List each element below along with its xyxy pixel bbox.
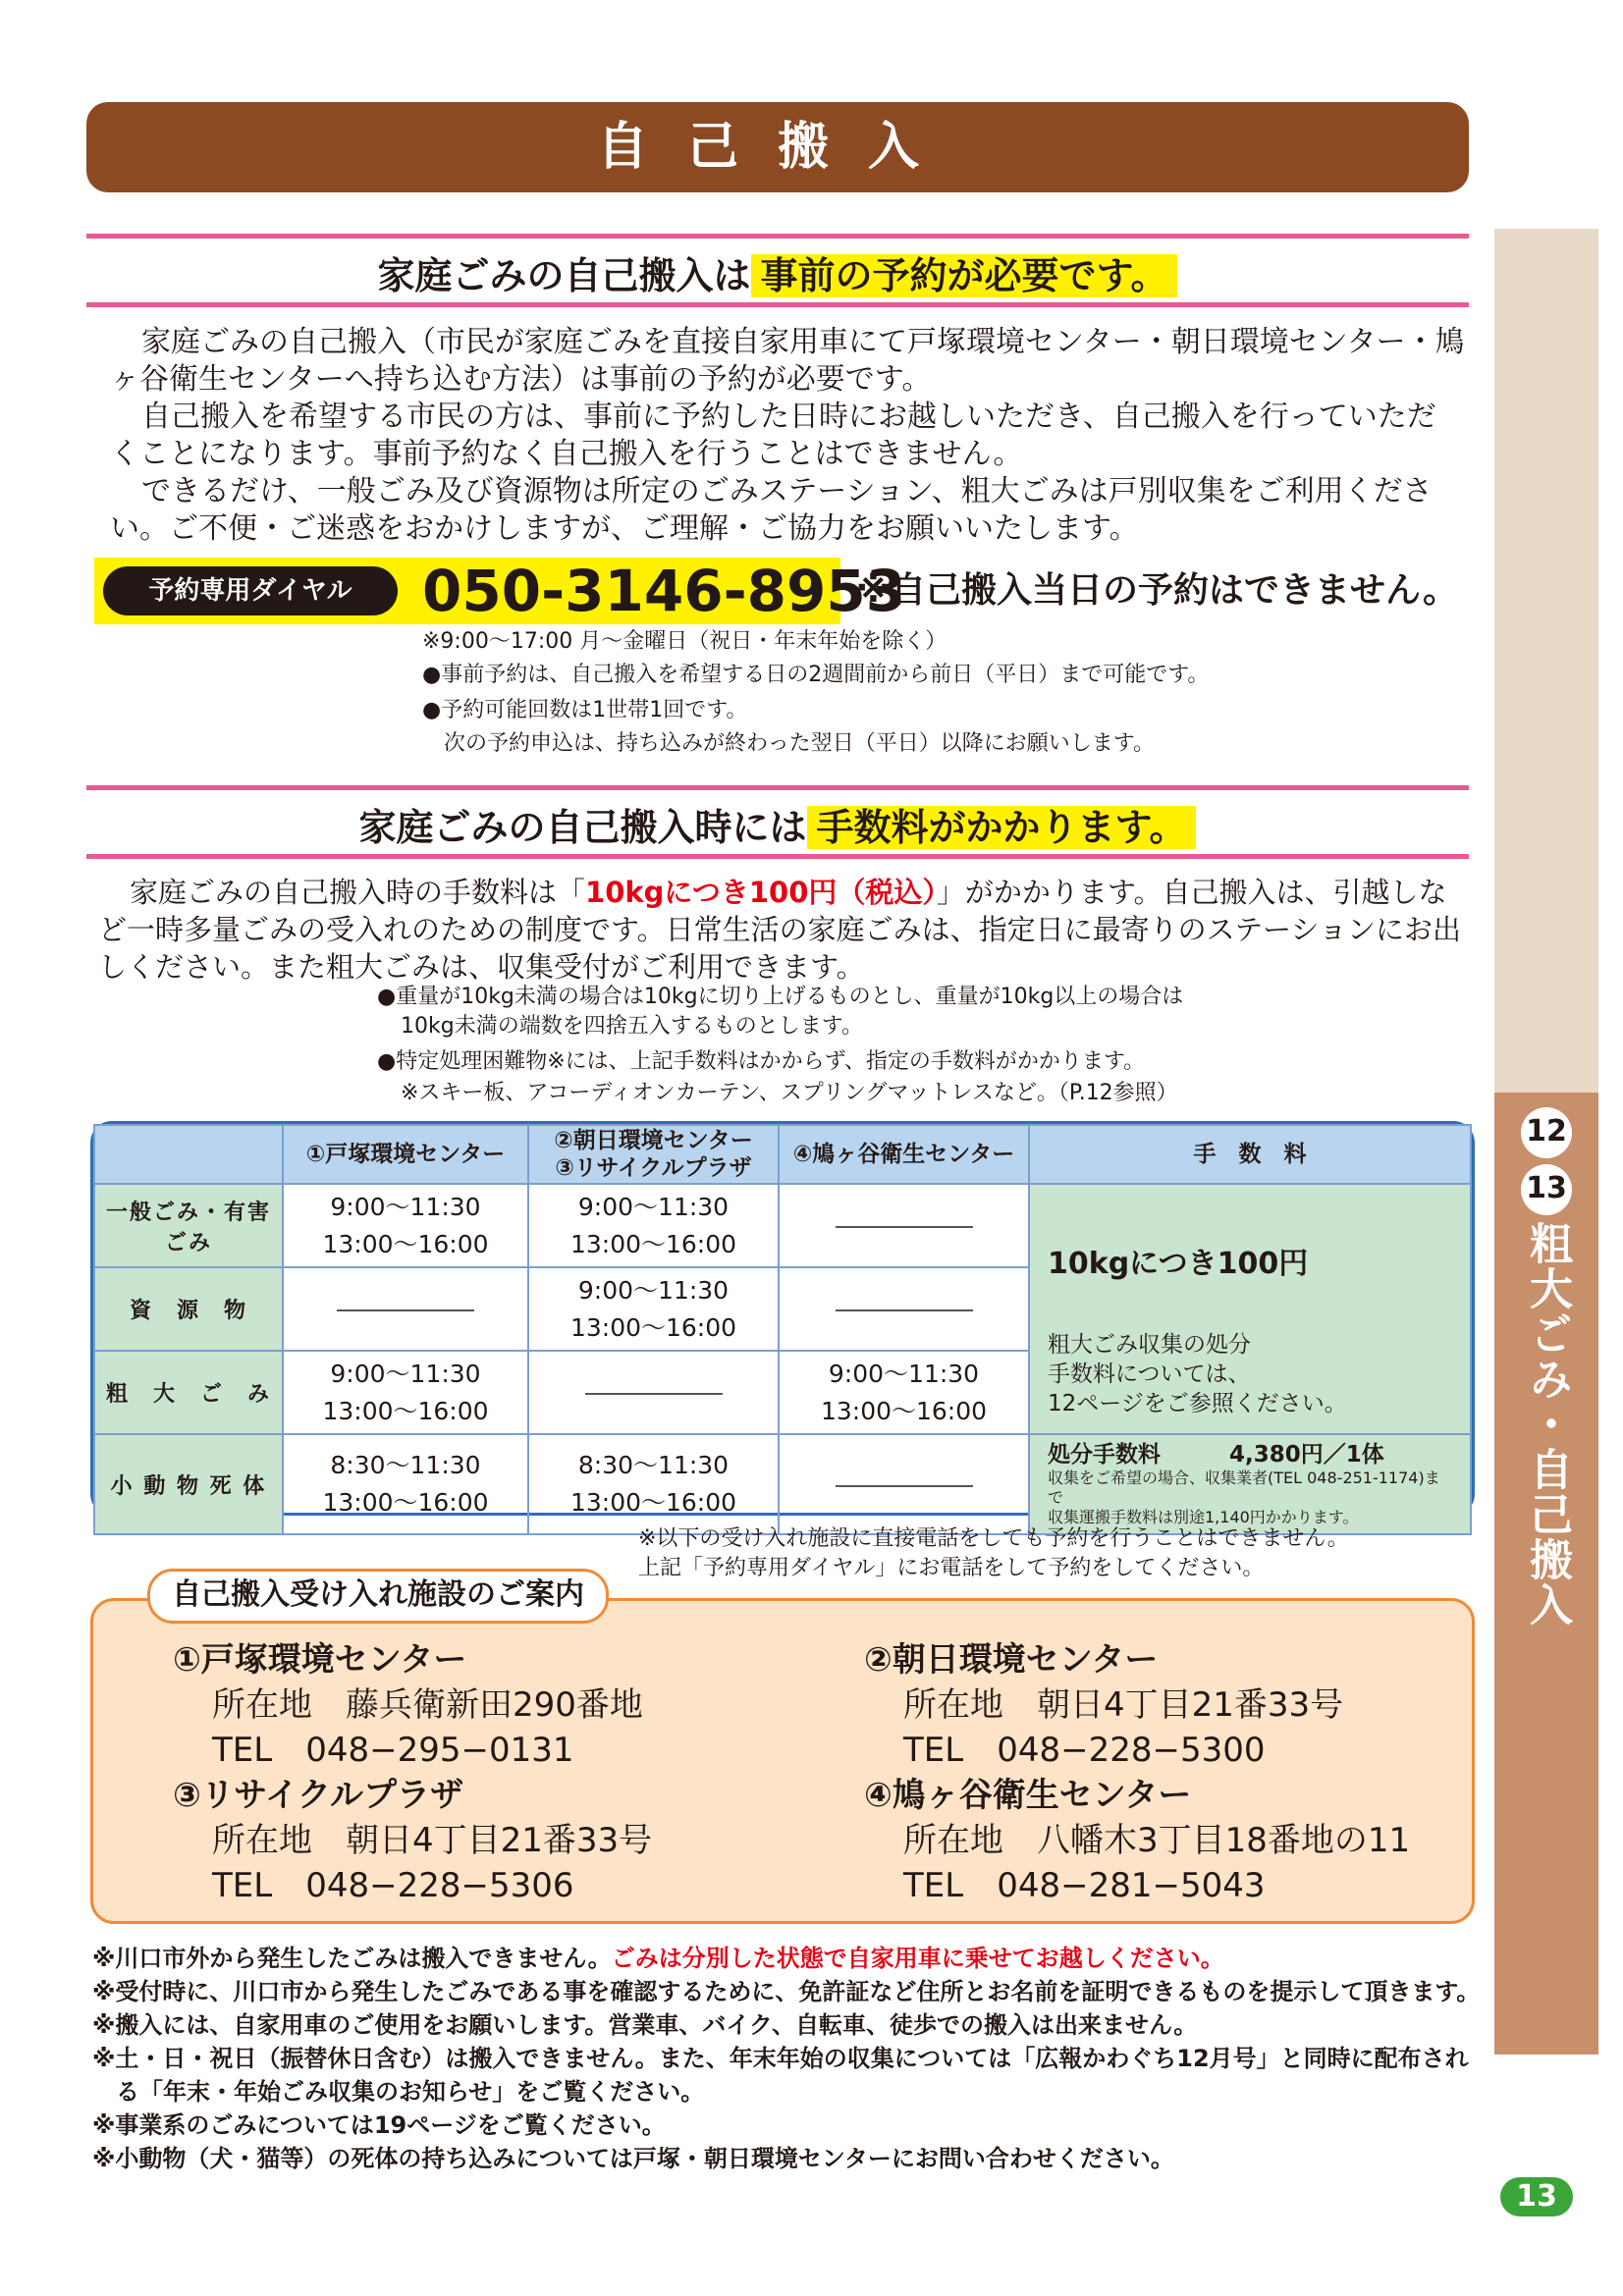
fee-animal-row bbox=[1048, 1441, 1452, 1468]
section1-paragraph-3: できるだけ、一般ごみ及び資源物は所定のごみステーション、粗大ごみは戸別収集をご利用ください。ご不便・ご迷惑をおかけしますが、ご理解・ご協力をお願いいたします。 bbox=[110, 474, 1433, 546]
fee-animal-value: 4,380円／1体 bbox=[1229, 1442, 1384, 1468]
facility-totsuka bbox=[173, 1637, 643, 1773]
time-am: 9:00〜11:30 bbox=[330, 1359, 481, 1388]
cell-general-totsuka bbox=[283, 1184, 528, 1267]
facility-name: ①戸塚環境センター bbox=[173, 1640, 467, 1680]
cell-animal-asahi bbox=[528, 1434, 779, 1534]
not-available-dash bbox=[836, 1226, 973, 1228]
fee-animal-note2: 収集運搬手数料は別途1,140円かかります。 bbox=[1048, 1508, 1359, 1526]
table-header-asahi bbox=[528, 1125, 779, 1184]
section1-note-next: 次の予約申込は、持ち込みが終わった翌日（平日）以降にお願いします。 bbox=[444, 731, 1156, 756]
section1-paragraph-2: 自己搬入を希望する市民の方は、事前に予約した日時にお越しいただき、自己搬入を行っていただくことになります。事前予約なく自己搬入を行うことはできません。 bbox=[110, 400, 1436, 471]
facility-name: ④鳩ヶ谷衛生センター bbox=[864, 1776, 1192, 1815]
not-available-dash bbox=[337, 1309, 474, 1311]
section1-heading bbox=[86, 245, 1469, 299]
footer-note-4: ※土・日・祝日（振替休日含む）は搬入できません。また、年末年始の収集については「広報かわぐち12月号」と同時に配布される「年末・年始ごみ収集のお知らせ」をご覧ください。 bbox=[92, 2045, 1469, 2106]
table-row bbox=[94, 1184, 1471, 1267]
facility-address: 所在地 朝日4丁目21番33号 bbox=[212, 1821, 653, 1860]
side-label: 粗大ごみ・自己搬入 bbox=[1522, 1221, 1572, 1628]
time-am: 8:30〜11:30 bbox=[330, 1451, 481, 1479]
row-label-animal: 小 動 物 死 体 bbox=[94, 1434, 283, 1534]
table-header-fee: 手 数 料 bbox=[1029, 1125, 1471, 1184]
facility-tel: TEL 048−228−5306 bbox=[212, 1866, 574, 1905]
side-tab-top bbox=[1494, 229, 1598, 1093]
fee-sodai-line2: 手数料については、 bbox=[1048, 1362, 1251, 1387]
section2-rule-top bbox=[86, 785, 1469, 790]
section2-heading-highlight: 手数料がかかります。 bbox=[807, 806, 1197, 849]
facility-name: ②朝日環境センター bbox=[864, 1640, 1159, 1680]
time-am: 9:00〜11:30 bbox=[577, 1275, 730, 1305]
dial-label: 予約専用ダイヤル bbox=[103, 566, 398, 615]
time-am: 9:00〜11:30 bbox=[330, 1192, 481, 1221]
facility-hatogaya bbox=[864, 1773, 1410, 1908]
section1-heading-prefix: 家庭ごみの自己搬入は bbox=[377, 254, 751, 297]
facility-pre-note-1: ※以下の受け入れ施設に直接電話をしても予約を行うことはできません。 bbox=[638, 1526, 1349, 1551]
section2-note-special: ●特定処理困難物※には、上記手数料はかからず、指定の手数料がかかります。 bbox=[377, 1049, 1146, 1074]
not-available-dash bbox=[585, 1393, 723, 1395]
section1-note-hours: ※9:00〜17:00 月〜金曜日（祝日・年末年始を除く） bbox=[422, 629, 947, 654]
cell-sodai-hatogaya bbox=[779, 1351, 1029, 1434]
footer-note-2: ※受付時に、川口市から発生したごみである事を確認するために、免許証など住所とお名前を証明できるものを提示して頂きます。 bbox=[92, 1978, 1481, 2005]
side-circle-13: 13 bbox=[1521, 1164, 1572, 1215]
footer-note-5: ※事業系のごみについては19ページをご覧ください。 bbox=[92, 2111, 666, 2139]
cell-sodai-totsuka bbox=[283, 1351, 528, 1434]
table-header-asahi-line2: ③リサイクルプラザ bbox=[555, 1155, 752, 1181]
facility-recycle-plaza bbox=[173, 1773, 652, 1908]
row-label-resources: 資 源 物 bbox=[94, 1267, 283, 1351]
time-am: 9:00〜11:30 bbox=[828, 1359, 980, 1388]
footer-note-1-text: ※川口市外から発生したごみは搬入できません。 bbox=[92, 1945, 612, 1972]
cell-sodai-asahi bbox=[528, 1351, 779, 1434]
section2-heading bbox=[86, 797, 1469, 851]
time-pm: 13:00〜16:00 bbox=[322, 1396, 489, 1425]
section2-para-fee: 10kgにつき100円（税込） bbox=[585, 876, 937, 909]
facility-tel: TEL 048−295−0131 bbox=[212, 1731, 574, 1770]
dial-number: 050-3146-8953 bbox=[422, 558, 906, 624]
time-pm: 13:00〜16:00 bbox=[569, 1312, 737, 1342]
fee-schedule-table bbox=[90, 1121, 1475, 1526]
section2-para-before: 家庭ごみの自己搬入時の手数料は「 bbox=[130, 876, 586, 909]
cell-resources-asahi bbox=[528, 1267, 779, 1351]
footer-note-1 bbox=[92, 1942, 1487, 1975]
fee-main: 10kgにつき100円 bbox=[1048, 1247, 1309, 1281]
row-label-general: 一般ごみ・有害ごみ bbox=[94, 1184, 283, 1267]
time-pm: 13:00〜16:00 bbox=[569, 1488, 737, 1517]
fee-animal-label: 処分手数料 bbox=[1048, 1442, 1161, 1468]
section2-note-rounding: 10kg未満の端数を四捨五入するものとします。 bbox=[401, 1014, 863, 1039]
fee-sodai-line1: 粗大ごみ収集の処分 bbox=[1048, 1332, 1251, 1358]
section1-paragraph-1: 家庭ごみの自己搬入（市民が家庭ごみを直接自家用車にて戸塚環境センター・朝日環境センター・鳩ヶ谷衛生センターへ持ち込む方法）は事前の予約が必要です。 bbox=[110, 325, 1465, 397]
section1-heading-highlight: 事前の予約が必要です。 bbox=[751, 254, 1178, 297]
section1-rule-bottom bbox=[86, 302, 1469, 307]
row-label-sodai: 粗 大 ご み bbox=[94, 1351, 283, 1434]
section2-rule-bottom bbox=[86, 854, 1469, 859]
footer-notes bbox=[92, 1942, 1487, 2175]
cell-general-asahi bbox=[528, 1184, 779, 1267]
facility-label: 自己搬入受け入れ施設のご案内 bbox=[147, 1569, 609, 1624]
cell-general-hatogaya bbox=[779, 1184, 1029, 1267]
cell-resources-hatogaya bbox=[779, 1267, 1029, 1351]
table-header-blank bbox=[94, 1125, 283, 1184]
facility-tel: TEL 048−228−5300 bbox=[903, 1731, 1266, 1770]
cell-fee-animal bbox=[1029, 1434, 1471, 1534]
page-title: 自己搬入 bbox=[86, 102, 1469, 192]
cell-resources-totsuka bbox=[283, 1267, 528, 1351]
time-pm: 13:00〜16:00 bbox=[322, 1229, 489, 1258]
facility-address: 所在地 八幡木3丁目18番地の11 bbox=[903, 1821, 1411, 1860]
page-number: 13 bbox=[1500, 2177, 1573, 2216]
section2-paragraph bbox=[98, 874, 1468, 986]
time-pm: 13:00〜16:00 bbox=[569, 1229, 737, 1258]
table-header-asahi-line1: ②朝日環境センター bbox=[554, 1128, 753, 1153]
time-am: 9:00〜11:30 bbox=[577, 1192, 730, 1221]
facility-asahi bbox=[864, 1637, 1343, 1773]
facility-address: 所在地 藤兵衛新田290番地 bbox=[212, 1685, 643, 1725]
time-pm: 13:00〜16:00 bbox=[322, 1488, 489, 1517]
side-circle-12: 12 bbox=[1521, 1107, 1572, 1158]
footer-note-6: ※小動物（犬・猫等）の死体の持ち込みについては戸塚・朝日環境センターにお問い合わせください。 bbox=[92, 2145, 1174, 2172]
section2-note-examples: ※スキー板、アコーディオンカーテン、スプリングマットレスなど。（P.12参照） bbox=[401, 1081, 1178, 1105]
footer-note-1-red: ごみは分別した状態で自家用車に乗せてお越しください。 bbox=[611, 1945, 1224, 1972]
table-row bbox=[94, 1434, 1471, 1534]
cell-fee-main bbox=[1029, 1184, 1471, 1434]
time-pm: 13:00〜16:00 bbox=[820, 1396, 988, 1425]
cell-animal-hatogaya bbox=[779, 1434, 1029, 1534]
section1-note-period: ●事前予約は、自己搬入を希望する日の2週間前から前日（平日）まで可能です。 bbox=[422, 663, 1210, 687]
table-header-hatogaya: ④鳩ヶ谷衛生センター bbox=[779, 1125, 1029, 1184]
time-am: 8:30〜11:30 bbox=[577, 1451, 730, 1479]
dial-note: ※自己搬入当日の予約はできません。 bbox=[856, 570, 1459, 611]
cell-animal-totsuka bbox=[283, 1434, 528, 1534]
footer-note-3: ※搬入には、自家用車のご使用をお願いします。営業車、バイク、自転車、徒歩での搬入は出来ません。 bbox=[92, 2011, 1198, 2039]
section1-note-count: ●予約可能回数は1世帯1回です。 bbox=[422, 698, 748, 722]
facility-pre-note-2: 上記「予約専用ダイヤル」にお電話をして予約をしてください。 bbox=[638, 1556, 1265, 1580]
section2-heading-prefix: 家庭ごみの自己搬入時には bbox=[358, 806, 807, 849]
not-available-dash bbox=[836, 1309, 973, 1311]
not-available-dash bbox=[836, 1485, 973, 1487]
fee-sodai-line3: 12ページをご参照ください。 bbox=[1048, 1391, 1347, 1416]
section1-rule-top bbox=[86, 234, 1469, 239]
section2-para-after: 」がかかります。自己搬入は、引越しなど一時多量ごみの受入れのための制度です。日常生活の家庭ごみは、指定日に最寄りのステーションにお出しください。また粗大ごみは、収集受付がご利用できます。 bbox=[98, 876, 1461, 984]
section2-note-weight: ●重量が10kg未満の場合は10kgに切り上げるものとし、重量が10kg以上の場合は bbox=[377, 985, 1184, 1009]
fee-animal-note1: 収集をご希望の場合、収集業者(TEL 048-251-1174)まで bbox=[1048, 1468, 1440, 1507]
side-tab-text bbox=[1510, 1107, 1583, 1628]
table-header-totsuka: ①戸塚環境センター bbox=[283, 1125, 528, 1184]
facility-name: ③リサイクルプラザ bbox=[173, 1776, 464, 1815]
facility-address: 所在地 朝日4丁目21番33号 bbox=[903, 1685, 1344, 1725]
facility-tel: TEL 048−281−5043 bbox=[903, 1866, 1266, 1905]
